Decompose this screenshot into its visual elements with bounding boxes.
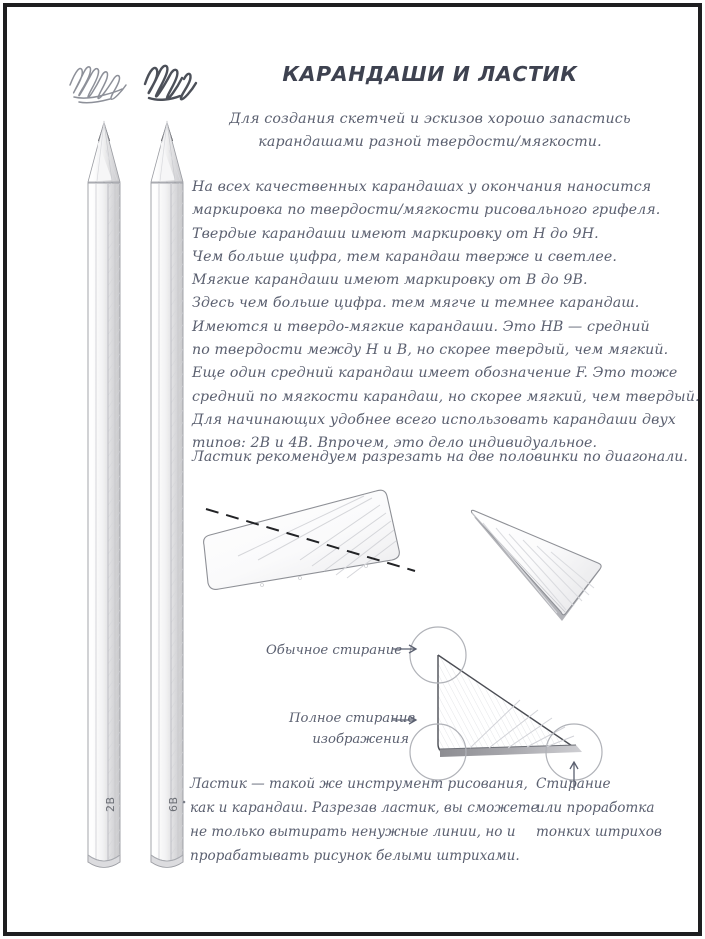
eraser-half-triangle-illustration [471,510,601,621]
callout-full-erase-line-1: Полное стирание [289,711,416,726]
bottom-right-line-3: тонких штрихов [536,824,662,840]
bottom-left-line-4: прорабатывать рисунок белыми штрихами. [190,848,520,864]
body-line-6: Здесь чем больше цифра. тем мягче и темнее карандаш. [192,295,640,312]
bottom-right-paragraph [536,772,686,844]
bottom-right-line-2: или проработка [536,800,655,816]
bottom-left-paragraph [190,772,539,868]
eraser-half-triangle-annotated-illustration [438,655,582,757]
body-line-8: по твердости между H и B, но скорее твердый, чем мягкий. [192,342,669,359]
pencil-6b-illustration [151,122,183,868]
body-line-11: Для начинающих удобнее всего использовать карандаши двух [192,411,676,428]
bottom-left-line-1: Ластик — такой же инструмент рисования, [190,776,528,792]
body-paragraph [192,176,700,456]
callout-full-erase [289,708,416,750]
body-line-10: средний по мягкости карандаш, но скорее мягкий, чем твердый. [192,388,700,405]
intro-line-2: карандашами разной твердости/мягкости. [258,134,602,150]
pencil-label-6b: 6B [167,796,180,812]
body-line-2: маркировка по твердости/мягкости рисовального грифеля. [192,202,661,219]
page-title: КАРАНДАШИ И ЛАСТИК [282,62,578,86]
pencil-2b-illustration [88,122,120,868]
text-bullet-dot [183,801,186,804]
bottom-left-line-2: как и карандаш. Разрезав ластик, вы сможете [190,800,539,816]
pencil-scribble-dark-icon [145,66,196,100]
callout-normal-erase: Обычное стирание [266,643,403,658]
bottom-left-line-3: не только вытирать ненужные линии, но и [190,824,516,840]
body-line-4: Чем больше цифра, тем карандаш тверже и светлее. [192,248,618,265]
pencil-label-2b: 2B [104,796,117,812]
pencil-scribble-light-icon [70,67,126,103]
body-line-3: Твердые карандаши имеют маркировку от H до 9H. [192,225,599,242]
body-line-5: Мягкие карандаши имеют маркировку от B до 9B. [192,272,588,289]
body-line-12: типов: 2B и 4B. Впрочем, это дело индивидуальное. [192,435,598,452]
body-line-9: Еще один средний карандаш имеет обозначение F. Это тоже [192,365,678,382]
body-line-7: Имеются и твердо-мягкие карандаши. Это HB — средний [192,318,650,335]
intro-line-1: Для создания скетчей и эскизов хорошо запастись [229,111,631,127]
intro-paragraph [200,108,660,154]
eraser-note-paragraph: Ластик рекомендуем разрезать на две половинки по диагонали. [192,449,688,465]
callout-full-erase-line-2: изображения [312,732,409,747]
bottom-right-line-1: Стирание [536,776,611,792]
body-line-1: На всех качественных карандашах у окончания наносится [192,179,652,195]
eraser-rectangle-illustration [204,490,400,589]
